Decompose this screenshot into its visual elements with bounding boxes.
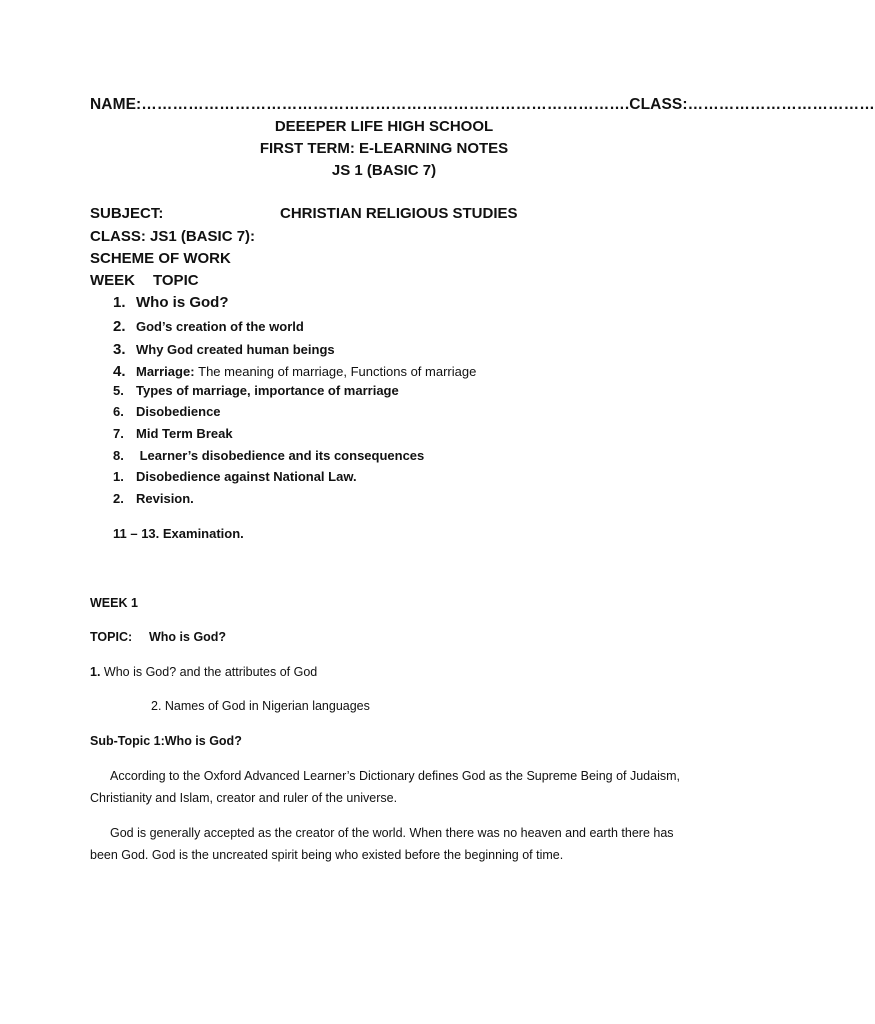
- topic-column-label: TOPIC: [153, 272, 199, 289]
- scheme-item-text: Who is God?: [136, 294, 229, 311]
- scheme-item-number: 3.: [113, 341, 126, 358]
- scheme-item-number: 2.: [113, 491, 124, 506]
- scheme-item-number: 5.: [113, 383, 124, 398]
- week-heading: WEEK 1: [90, 596, 138, 610]
- subtopic-heading: Sub-Topic 1:Who is God?: [90, 734, 242, 748]
- scheme-item-text: Learner’s disobedience and its consequences: [136, 448, 425, 463]
- paragraph: God is generally accepted as the creator of the world. When there was no heaven and earth there has been God. God is the uncreated spirit being who existed before the beginning of time.: [90, 826, 674, 862]
- topic-value: Who is God?: [149, 630, 227, 644]
- point-number: 1.: [90, 665, 101, 679]
- scheme-item-number: 7.: [113, 426, 124, 441]
- point-text: Who is God? and the attributes of God: [100, 665, 318, 679]
- scheme-item: [113, 469, 357, 484]
- scheme-item: [113, 318, 304, 335]
- scheme-item-number: 1.: [113, 294, 126, 311]
- subject-value: CHRISTIAN RELIGIOUS STUDIES: [280, 205, 518, 222]
- scheme-item-text: Revision.: [136, 491, 194, 506]
- scheme-item-text: God’s creation of the world: [136, 319, 304, 334]
- scheme-item-text-bold: Marriage:: [136, 364, 199, 379]
- subject-label: SUBJECT:: [90, 205, 164, 222]
- scheme-item: [113, 341, 335, 358]
- exam-line: 11 – 13. Examination.: [113, 526, 244, 541]
- scheme-item: [113, 383, 399, 398]
- class-line: CLASS: JS1 (BASIC 7):: [90, 228, 256, 245]
- class-title: JS 1 (BASIC 7): [331, 162, 437, 179]
- point-1: [90, 665, 317, 679]
- scheme-item: [113, 404, 221, 419]
- scheme-item-number: 2.: [113, 318, 126, 335]
- scheme-item: [113, 491, 194, 506]
- week-column-label: WEEK: [90, 272, 135, 289]
- school-name: DEEEPER LIFE HIGH SCHOOL: [274, 118, 494, 135]
- scheme-item-number: 1.: [113, 469, 124, 484]
- scheme-of-work-heading: SCHEME OF WORK: [90, 250, 231, 267]
- scheme-item-number: 4.: [113, 363, 126, 380]
- point-2: 2. Names of God in Nigerian languages: [151, 699, 370, 713]
- scheme-item-text: The meaning of marriage, Functions of marriage: [198, 364, 477, 379]
- name-class-line: NAME:………………………………………………………………………………….CLASS:………………………………: [90, 96, 875, 113]
- scheme-item-text: Disobedience against National Law.: [136, 469, 357, 484]
- scheme-item-text: Disobedience: [136, 404, 221, 419]
- scheme-item-number: 8.: [113, 448, 124, 463]
- scheme-item: [113, 426, 233, 441]
- scheme-item: [113, 448, 424, 463]
- scheme-item-number: 6.: [113, 404, 124, 419]
- scheme-item: [113, 363, 476, 380]
- scheme-item-text: Mid Term Break: [136, 426, 233, 441]
- term-title: FIRST TERM: E-LEARNING NOTES: [259, 140, 509, 157]
- paragraph: According to the Oxford Advanced Learner’s Dictionary defines God as the Supreme Being of Judaism, Christianity and Islam, creator and ruler of the universe.: [90, 769, 680, 805]
- topic-label: TOPIC:: [90, 630, 133, 644]
- scheme-item-text: Why God created human beings: [136, 342, 335, 357]
- scheme-item-text: Types of marriage, importance of marriage: [136, 383, 399, 398]
- scheme-item: [113, 294, 228, 311]
